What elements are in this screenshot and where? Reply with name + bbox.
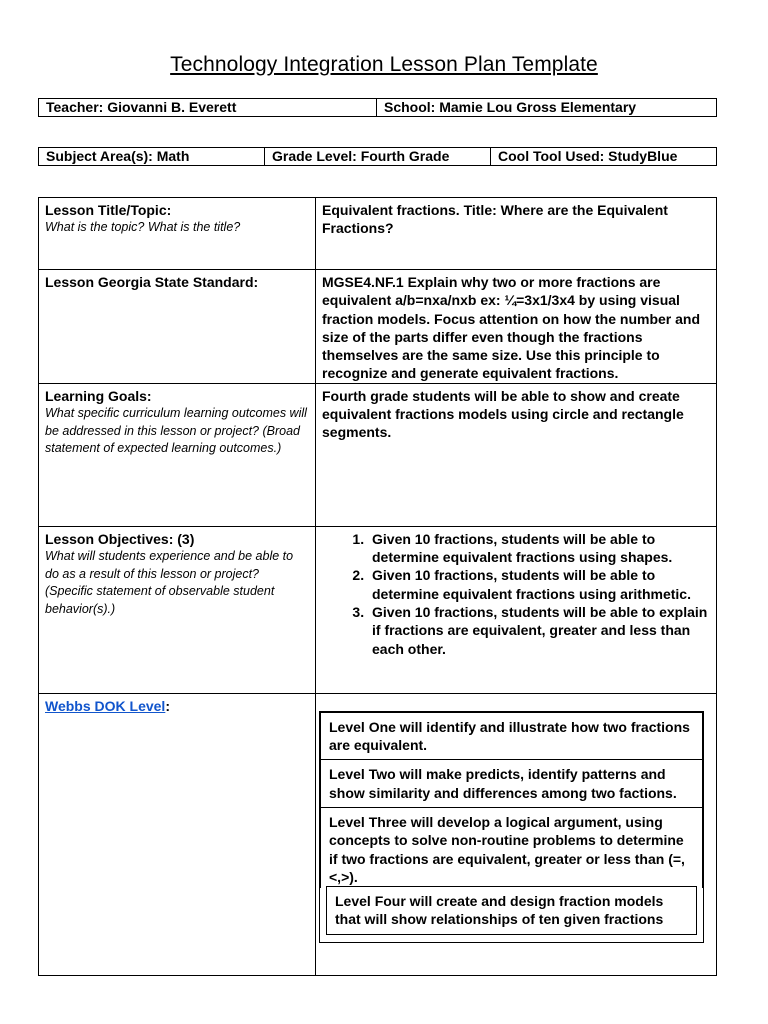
topic-prompt: What is the topic? What is the title? — [45, 220, 241, 235]
document-title: Technology Integration Lesson Plan Template — [170, 53, 598, 76]
topic-content: Equivalent fractions. Title: Where are the Equivalent Fractions? — [316, 198, 717, 270]
dok-content — [316, 693, 717, 975]
standard-row — [39, 270, 717, 384]
dok-levels-box — [319, 711, 704, 943]
objective-item: 1. Given 10 fractions, students will be able to determine equivalent fractions using shapes. — [368, 530, 710, 567]
objectives-content — [316, 526, 717, 693]
objectives-prompt: What will students experience and be able to do as a result of this lesson or project? (Specific statement of observable student behavior(s).) — [45, 549, 294, 616]
topic-label: Lesson Title/Topic: — [45, 202, 172, 218]
objective-item: 3. Given 10 fractions, students will be able to explain if fractions are equivalent, greater and less than each other. — [368, 603, 710, 658]
dok-level-one: Level One will identify and illustrate how two fractions are equivalent. — [320, 712, 703, 761]
goals-content: Fourth grade students will be able to show and create equivalent fractions models using circle and rectangle segments. — [316, 383, 717, 526]
teacher-cell: Teacher: Giovanni B. Everett — [39, 99, 377, 117]
objective-item: 2. Given 10 fractions, students will be able to determine equivalent fractions using arithmetic. — [368, 566, 710, 603]
topic-row — [39, 198, 717, 270]
grade-cell: Grade Level: Fourth Grade — [265, 148, 491, 166]
goals-label: Learning Goals: — [45, 387, 152, 404]
objectives-label-cell — [39, 526, 316, 693]
dok-colon: : — [165, 697, 170, 714]
lesson-plan-table — [38, 197, 717, 976]
goals-prompt: What specific curriculum learning outcomes will be addressed in this lesson or project? (Broad statement of expected learning outcomes.) — [45, 406, 307, 456]
subject-cell: Subject Area(s): Math — [39, 148, 265, 166]
objectives-label: Lesson Objectives: (3) — [45, 530, 195, 547]
topic-label-cell — [39, 198, 316, 270]
dok-level-four: Level Four will create and design fraction models that will show relationships of ten given fractions — [326, 886, 697, 935]
dok-row — [39, 693, 717, 975]
objectives-list — [322, 530, 710, 658]
dok-label-cell — [39, 693, 316, 975]
standard-label: Lesson Georgia State Standard: — [39, 270, 316, 384]
goals-label-cell — [39, 383, 316, 526]
teacher-school-table — [38, 98, 717, 117]
school-cell: School: Mamie Lou Gross Elementary — [377, 99, 717, 117]
dok-link[interactable]: Webbs DOK Level — [45, 697, 166, 714]
standard-content: MGSE4.NF.1 Explain why two or more fractions are equivalent a/b=nxa/nxb ex: ¼=3x1/3x4 by using visual fraction models. Focus attention on how the number and size of the parts differ even though the fractions themselves are the same size. Use this principle to recognize and generate equivalent fractions. — [316, 270, 717, 384]
objectives-row — [39, 526, 717, 693]
subject-grade-tool-table — [38, 147, 717, 166]
dok-level-three: Level Three will develop a logical argument, using concepts to solve non-routine problems to determine if two fractions are equivalent, greater or less than (=,<,>). — [320, 807, 703, 888]
tool-cell: Cool Tool Used: StudyBlue — [491, 148, 717, 166]
goals-row — [39, 383, 717, 526]
dok-level-two: Level Two will make predicts, identify patterns and show similarity and differences among two factions. — [320, 759, 703, 808]
